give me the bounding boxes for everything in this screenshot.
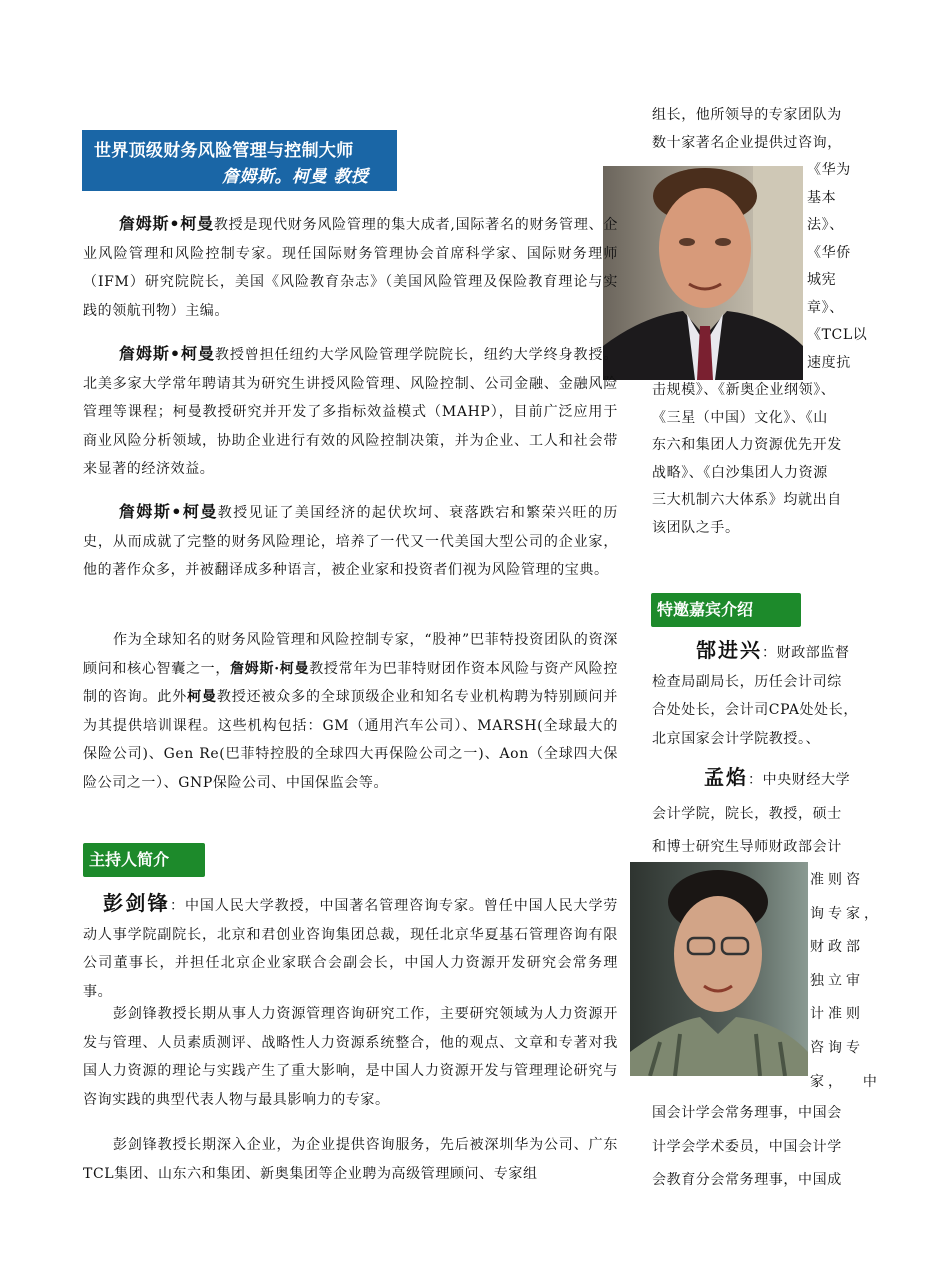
text-line: 计学会学术委员，中国会计学 xyxy=(652,1138,842,1155)
text-line: 基本 xyxy=(807,189,837,206)
host-paragraph-1-text: ：中国人民大学教授，中国著名管理咨询专家。曾任中国人民大学劳动人事学院副院长，北京和君创业咨询集团总裁，现任北京华夏基石管理咨询有限公司董事长，并担任北京企业家联合会副会长，中国人力资源开发研究会常务理事。 xyxy=(83,898,618,1000)
text-line: 检查局副局长，历任会计司综 xyxy=(652,673,842,690)
text-line: 准则咨 xyxy=(810,872,864,888)
text-line: 《TCL以 xyxy=(807,327,868,343)
kerman-paragraph-3-text: 教授见证了美国经济的起伏坎坷、衰落跌宕和繁荣兴旺的历史，从而成就了完整的财务风险理论，培养了一代又一代美国大型公司的企业家，他的著作众多，并被翻译成多种语言，被企业家和投资者们视为风险管理的宝典。 xyxy=(83,505,618,578)
host-name: 彭剑锋 xyxy=(103,891,171,915)
kerman-name: 詹姆斯•柯曼 xyxy=(119,344,215,363)
kerman-paragraph-3 xyxy=(83,498,618,585)
kerman-name-alt: 詹姆斯·柯曼 xyxy=(230,660,310,677)
banner-subtitle: 詹姆斯。柯曼 教授 xyxy=(222,167,369,187)
kerman-paragraph-2-text: 教授曾担任纽约大学风险管理学院院长，纽约大学终身教授。北美多家大学常年聘请其为研究生讲授风险管理、风险控制、公司金融、金融风险管理等课程；柯曼教授研究并开发了多指标效益模式（MAHP），目前广泛应用于商业风险分析领域，协助企业进行有效的风险控制决策，并为企业、工人和社会带来显著的经济效益。 xyxy=(83,347,619,477)
guest-1-name: 郜进兴 xyxy=(696,638,762,662)
host-section-tag: 主持人简介 xyxy=(83,843,205,877)
text-line: ：中央财经大学 xyxy=(748,772,851,788)
banner-title: 世界顶级财务风险管理与控制大师 xyxy=(94,141,354,161)
mengyan-photo xyxy=(630,862,808,1076)
kerman-paragraph-1-text: 教授是现代财务风险管理的集大成者,国际著名的财务管理、企业风险管理和风险控制专家。现任国际财务管理协会首席科学家、国际财务理师（IFM）研究院院长，美国《风险教育杂志》（美国风险管理及保险教育理论与实践的领航刊物）主编。 xyxy=(83,217,618,319)
guest-2-beside-photo xyxy=(810,864,882,1099)
text-line: 询专家， xyxy=(810,905,882,922)
guest-2-below-photo xyxy=(652,1097,842,1198)
text-line: 组长，他所领导的专家团队为 xyxy=(652,107,842,123)
text-line: 家， 中 xyxy=(810,1073,881,1090)
text-line: 三大机制六大体系》均就出自 xyxy=(652,492,842,508)
text-line: 《华为 xyxy=(807,162,851,178)
text-line: 该团队之手。 xyxy=(652,519,740,536)
kerman-name: 詹姆斯•柯曼 xyxy=(119,502,218,521)
text-line: 和博士研究生导师财政部会计 xyxy=(652,839,842,855)
text-line: 国会计学会常务理事，中国会 xyxy=(652,1105,842,1121)
host-paragraph-1 xyxy=(83,889,618,1006)
guest-1 xyxy=(652,636,858,753)
text-line: 《华侨 xyxy=(807,244,851,261)
kerman-name: 詹姆斯•柯曼 xyxy=(119,214,214,233)
guests-section-tag: 特邀嘉宾介绍 xyxy=(651,593,801,627)
right-continuation-top xyxy=(652,102,842,157)
text-line: 法》、 xyxy=(807,217,844,233)
text-line: 会计学院，院长，教授，硕士 xyxy=(652,805,842,822)
text-line: 数十家著名企业提供过咨询， xyxy=(652,134,842,151)
right-continuation-beside-photo xyxy=(807,157,867,377)
text-line: 战略》、《白沙集团人力资源 xyxy=(652,464,828,481)
text-line: 东六和集团人力资源优先开发 xyxy=(652,437,842,453)
kerman-paragraph-1 xyxy=(83,210,618,325)
right-continuation-below-photo xyxy=(652,377,842,542)
text-line: 会教育分会常务理事，中国成 xyxy=(652,1172,842,1188)
text-line: 章》、 xyxy=(807,299,844,316)
text-line: 城宪 xyxy=(807,272,837,288)
kerman-name-short: 柯曼 xyxy=(187,689,217,705)
text-line: ：财政部监督 xyxy=(762,645,850,661)
guest-2 xyxy=(652,761,850,865)
text-line: 计准则 xyxy=(810,1006,864,1023)
title-banner xyxy=(82,130,397,191)
text-line: 独立审 xyxy=(810,972,864,989)
text-line: 北京国家会计学院教授。、 xyxy=(652,730,821,747)
text-line: 财政部 xyxy=(810,939,864,956)
kerman-paragraph-2 xyxy=(83,340,618,484)
text-line: 击规模》、《新奥企业纲领》、 xyxy=(652,382,836,398)
guest-2-name: 孟焰 xyxy=(704,765,748,789)
text-line: 合处处长，会计司CPA处处长， xyxy=(652,702,858,718)
kerman-paragraph-4-text-b: 教授常年为巴菲特财团作资本风险与资产风险控制的咨询。此外 xyxy=(83,660,618,705)
kerman-paragraph-4-text-c: 教授还被众多的全球顶级企业和知名专业机构聘为特别顾问并为其提供培训课程。这些机构包括：GM（通用汽车公司）、MARSH(全球最大的保险公司)、Gen Re(巴菲特控股的全球四大再保险公司之一)、Aon（全球四大保险公司之一）、GNP保险公司、中国保监会等。 xyxy=(83,689,619,791)
text-line: 速度抗 xyxy=(807,354,851,371)
kerman-paragraph-4 xyxy=(83,626,618,797)
kerman-paragraph-4-text-a: 作为全球知名的财务风险管理和风险控制专家，“股神”巴菲特投资团队的资深顾问和核心智囊之一， xyxy=(83,632,618,677)
host-paragraph-3: 彭剑锋教授长期深入企业，为企业提供咨询服务，先后被深圳华为公司、广东TCL集团、山东六和集团、新奥集团等企业聘为高级管理顾问、专家组 xyxy=(83,1137,618,1182)
text-line: 《三星（中国）文化》、《山 xyxy=(652,409,828,426)
kerman-photo xyxy=(603,166,803,380)
text-line: 咨询专 xyxy=(810,1039,864,1056)
host-paragraph-2: 彭剑锋教授长期从事人力资源管理咨询研究工作，主要研究领域为人力资源开发与管理、人员素质测评、战略性人力资源系统整合，他的观点、文章和专著对我国人力资源的理论与实践产生了重大影响，是中国人力资源开发与管理理论研究与咨询实践的典型代表人物与最具影响力的专家。 xyxy=(83,1006,618,1108)
